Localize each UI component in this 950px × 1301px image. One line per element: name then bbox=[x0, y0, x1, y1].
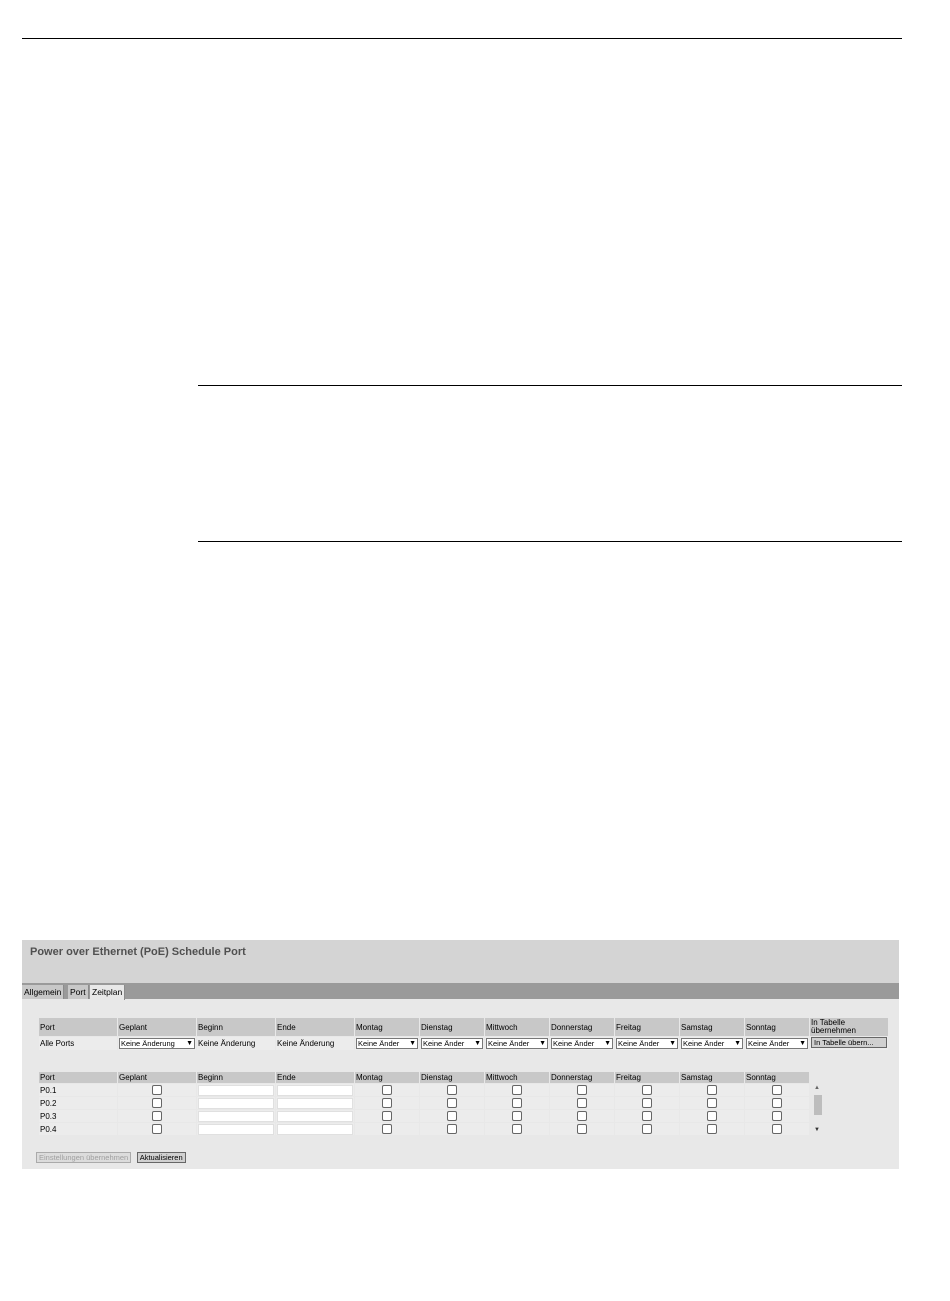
beginn-cell bbox=[197, 1097, 275, 1109]
freitag-cell bbox=[615, 1097, 679, 1109]
sonntag-cell bbox=[745, 1097, 809, 1109]
col-header-sonntag: Sonntag bbox=[745, 1018, 809, 1036]
col-header-donnerstag: Donnerstag bbox=[550, 1072, 614, 1083]
scroll-thumb[interactable] bbox=[814, 1095, 822, 1115]
mittwoch-cell bbox=[485, 1097, 549, 1109]
all-ports-mittwoch-select[interactable] bbox=[486, 1038, 548, 1049]
triangle-down-icon[interactable]: ▼ bbox=[814, 1127, 820, 1133]
beginn-input[interactable] bbox=[198, 1111, 274, 1122]
sonntag-checkbox[interactable] bbox=[772, 1085, 782, 1095]
sonntag-cell bbox=[745, 1123, 809, 1135]
apply-to-table-button[interactable]: In Tabelle übern... bbox=[811, 1037, 887, 1048]
col-header-montag: Montag bbox=[355, 1072, 419, 1083]
all-ports-ende: Keine Änderung bbox=[276, 1037, 354, 1050]
col-header-mittwoch: Mittwoch bbox=[485, 1018, 549, 1036]
dienstag-checkbox[interactable] bbox=[447, 1085, 457, 1095]
ende-cell bbox=[276, 1110, 354, 1122]
sonntag-cell bbox=[745, 1084, 809, 1096]
donnerstag-cell bbox=[550, 1123, 614, 1135]
col-header-dienstag: Dienstag bbox=[420, 1018, 484, 1036]
samstag-checkbox[interactable] bbox=[707, 1085, 717, 1095]
sonntag-checkbox[interactable] bbox=[772, 1124, 782, 1134]
ports-table-scrollbar[interactable] bbox=[812, 1085, 824, 1136]
freitag-cell bbox=[615, 1123, 679, 1135]
page-title: Power over Ethernet (PoE) Schedule Port bbox=[30, 946, 246, 958]
freitag-checkbox[interactable] bbox=[642, 1124, 652, 1134]
sonntag-checkbox[interactable] bbox=[772, 1098, 782, 1108]
dienstag-cell bbox=[420, 1084, 484, 1096]
table-row bbox=[39, 1110, 809, 1122]
samstag-cell bbox=[680, 1123, 744, 1135]
chevron-down-icon: ▼ bbox=[799, 1040, 806, 1047]
beginn-input[interactable] bbox=[198, 1085, 274, 1096]
donnerstag-checkbox[interactable] bbox=[577, 1124, 587, 1134]
col-header-samstag: Samstag bbox=[680, 1018, 744, 1036]
all-ports-sonntag-select[interactable] bbox=[746, 1038, 808, 1049]
all-ports-geplant-select[interactable] bbox=[119, 1038, 195, 1049]
montag-cell bbox=[355, 1110, 419, 1122]
col-header-sonntag: Sonntag bbox=[745, 1072, 809, 1083]
all-ports-donnerstag-select[interactable] bbox=[551, 1038, 613, 1049]
col-header-beginn: Beginn bbox=[197, 1018, 275, 1036]
select-value: Keine Änder bbox=[553, 1039, 595, 1048]
samstag-cell bbox=[680, 1110, 744, 1122]
all-ports-samstag-cell bbox=[680, 1037, 744, 1050]
ende-cell bbox=[276, 1084, 354, 1096]
col-header-apply: In Tabelle übernehmen bbox=[810, 1018, 888, 1036]
divider-middle-2 bbox=[198, 541, 902, 542]
beginn-input[interactable] bbox=[198, 1124, 274, 1135]
tab-allgemein[interactable]: Allgemein bbox=[22, 985, 64, 999]
montag-cell bbox=[355, 1097, 419, 1109]
select-value: Keine Änder bbox=[748, 1039, 790, 1048]
select-value: Keine Änder bbox=[423, 1039, 465, 1048]
all-ports-dienstag-cell bbox=[420, 1037, 484, 1050]
port-label: P0.4 bbox=[39, 1123, 117, 1135]
freitag-cell bbox=[615, 1110, 679, 1122]
col-header-port: Port bbox=[39, 1018, 117, 1036]
col-header-freitag: Freitag bbox=[615, 1072, 679, 1083]
ende-cell bbox=[276, 1097, 354, 1109]
chevron-down-icon: ▼ bbox=[474, 1040, 481, 1047]
dienstag-cell bbox=[420, 1097, 484, 1109]
col-header-freitag: Freitag bbox=[615, 1018, 679, 1036]
dienstag-cell bbox=[420, 1110, 484, 1122]
all-ports-sonntag-cell bbox=[745, 1037, 809, 1050]
mittwoch-checkbox[interactable] bbox=[512, 1098, 522, 1108]
all-ports-montag-select[interactable] bbox=[356, 1038, 418, 1049]
freitag-checkbox[interactable] bbox=[642, 1098, 652, 1108]
donnerstag-cell bbox=[550, 1110, 614, 1122]
geplant-cell bbox=[118, 1123, 196, 1135]
donnerstag-checkbox[interactable] bbox=[577, 1098, 587, 1108]
tab-port[interactable]: Port bbox=[68, 985, 89, 999]
select-value: Keine Änder bbox=[358, 1039, 400, 1048]
geplant-checkbox[interactable] bbox=[152, 1124, 162, 1134]
col-header-ende: Ende bbox=[276, 1072, 354, 1083]
montag-checkbox[interactable] bbox=[382, 1124, 392, 1134]
ports-table bbox=[38, 1071, 810, 1136]
col-header-geplant: Geplant bbox=[118, 1072, 196, 1083]
select-value: Keine Änder bbox=[488, 1039, 530, 1048]
select-value: Keine Änder bbox=[618, 1039, 660, 1048]
ende-cell bbox=[276, 1123, 354, 1135]
all-ports-montag-cell bbox=[355, 1037, 419, 1050]
beginn-cell bbox=[197, 1123, 275, 1135]
freitag-checkbox[interactable] bbox=[642, 1085, 652, 1095]
tab-zeitplan[interactable]: Zeitplan bbox=[90, 985, 125, 1000]
geplant-cell bbox=[118, 1084, 196, 1096]
triangle-up-icon[interactable]: ▲ bbox=[814, 1085, 820, 1091]
ende-input[interactable] bbox=[277, 1111, 353, 1122]
refresh-button[interactable]: Aktualisieren bbox=[137, 1152, 186, 1163]
geplant-cell bbox=[118, 1110, 196, 1122]
chevron-down-icon: ▼ bbox=[409, 1040, 416, 1047]
port-label: P0.2 bbox=[39, 1097, 117, 1109]
chevron-down-icon: ▼ bbox=[186, 1040, 193, 1047]
poe-schedule-panel bbox=[22, 940, 899, 1169]
port-label: P0.1 bbox=[39, 1084, 117, 1096]
chevron-down-icon: ▼ bbox=[734, 1040, 741, 1047]
montag-cell bbox=[355, 1084, 419, 1096]
dienstag-checkbox[interactable] bbox=[447, 1111, 457, 1121]
panel-header bbox=[22, 940, 899, 983]
geplant-checkbox[interactable] bbox=[152, 1098, 162, 1108]
all-ports-samstag-select[interactable] bbox=[681, 1038, 743, 1049]
sonntag-cell bbox=[745, 1110, 809, 1122]
apply-settings-button[interactable]: Einstellungen übernehmen bbox=[36, 1152, 131, 1163]
ende-input[interactable] bbox=[277, 1124, 353, 1135]
all-ports-freitag-cell bbox=[615, 1037, 679, 1050]
all-ports-table bbox=[38, 1017, 889, 1051]
col-header-beginn: Beginn bbox=[197, 1072, 275, 1083]
geplant-checkbox[interactable] bbox=[152, 1111, 162, 1121]
port-label: P0.3 bbox=[39, 1110, 117, 1122]
geplant-cell bbox=[118, 1097, 196, 1109]
table-row bbox=[39, 1084, 809, 1096]
mittwoch-checkbox[interactable] bbox=[512, 1124, 522, 1134]
all-ports-mittwoch-cell bbox=[485, 1037, 549, 1050]
montag-checkbox[interactable] bbox=[382, 1111, 392, 1121]
donnerstag-checkbox[interactable] bbox=[577, 1111, 587, 1121]
chevron-down-icon: ▼ bbox=[604, 1040, 611, 1047]
all-ports-label: Alle Ports bbox=[39, 1037, 117, 1050]
all-ports-donnerstag-cell bbox=[550, 1037, 614, 1050]
freitag-cell bbox=[615, 1084, 679, 1096]
col-header-geplant: Geplant bbox=[118, 1018, 196, 1036]
chevron-down-icon: ▼ bbox=[669, 1040, 676, 1047]
dienstag-checkbox[interactable] bbox=[447, 1098, 457, 1108]
all-ports-row bbox=[39, 1037, 888, 1050]
ende-input[interactable] bbox=[277, 1098, 353, 1109]
table-row bbox=[39, 1097, 809, 1109]
col-header-mittwoch: Mittwoch bbox=[485, 1072, 549, 1083]
mittwoch-cell bbox=[485, 1110, 549, 1122]
footer-buttons bbox=[36, 1150, 187, 1168]
montag-checkbox[interactable] bbox=[382, 1098, 392, 1108]
all-ports-beginn: Keine Änderung bbox=[197, 1037, 275, 1050]
col-header-dienstag: Dienstag bbox=[420, 1072, 484, 1083]
all-ports-dienstag-select[interactable] bbox=[421, 1038, 483, 1049]
beginn-input[interactable] bbox=[198, 1098, 274, 1109]
divider-middle-1 bbox=[198, 385, 902, 386]
select-value: Keine Änderung bbox=[121, 1039, 175, 1048]
beginn-cell bbox=[197, 1110, 275, 1122]
donnerstag-checkbox[interactable] bbox=[577, 1085, 587, 1095]
dienstag-cell bbox=[420, 1123, 484, 1135]
montag-cell bbox=[355, 1123, 419, 1135]
donnerstag-cell bbox=[550, 1084, 614, 1096]
montag-checkbox[interactable] bbox=[382, 1085, 392, 1095]
geplant-checkbox[interactable] bbox=[152, 1085, 162, 1095]
samstag-checkbox[interactable] bbox=[707, 1124, 717, 1134]
chevron-down-icon: ▼ bbox=[539, 1040, 546, 1047]
beginn-cell bbox=[197, 1084, 275, 1096]
samstag-checkbox[interactable] bbox=[707, 1098, 717, 1108]
table-row bbox=[39, 1123, 809, 1135]
freitag-checkbox[interactable] bbox=[642, 1111, 652, 1121]
col-header-ende: Ende bbox=[276, 1018, 354, 1036]
samstag-cell bbox=[680, 1097, 744, 1109]
col-header-port: Port bbox=[39, 1072, 117, 1083]
col-header-donnerstag: Donnerstag bbox=[550, 1018, 614, 1036]
all-ports-apply-cell bbox=[810, 1037, 888, 1050]
mittwoch-cell bbox=[485, 1123, 549, 1135]
all-ports-geplant-cell bbox=[118, 1037, 196, 1050]
mittwoch-checkbox[interactable] bbox=[512, 1085, 522, 1095]
all-ports-freitag-select[interactable] bbox=[616, 1038, 678, 1049]
divider-top bbox=[22, 38, 902, 39]
donnerstag-cell bbox=[550, 1097, 614, 1109]
tab-bar bbox=[22, 983, 899, 999]
ende-input[interactable] bbox=[277, 1085, 353, 1096]
samstag-checkbox[interactable] bbox=[707, 1111, 717, 1121]
select-value: Keine Änder bbox=[683, 1039, 725, 1048]
mittwoch-cell bbox=[485, 1084, 549, 1096]
dienstag-checkbox[interactable] bbox=[447, 1124, 457, 1134]
samstag-cell bbox=[680, 1084, 744, 1096]
col-header-montag: Montag bbox=[355, 1018, 419, 1036]
col-header-samstag: Samstag bbox=[680, 1072, 744, 1083]
mittwoch-checkbox[interactable] bbox=[512, 1111, 522, 1121]
sonntag-checkbox[interactable] bbox=[772, 1111, 782, 1121]
